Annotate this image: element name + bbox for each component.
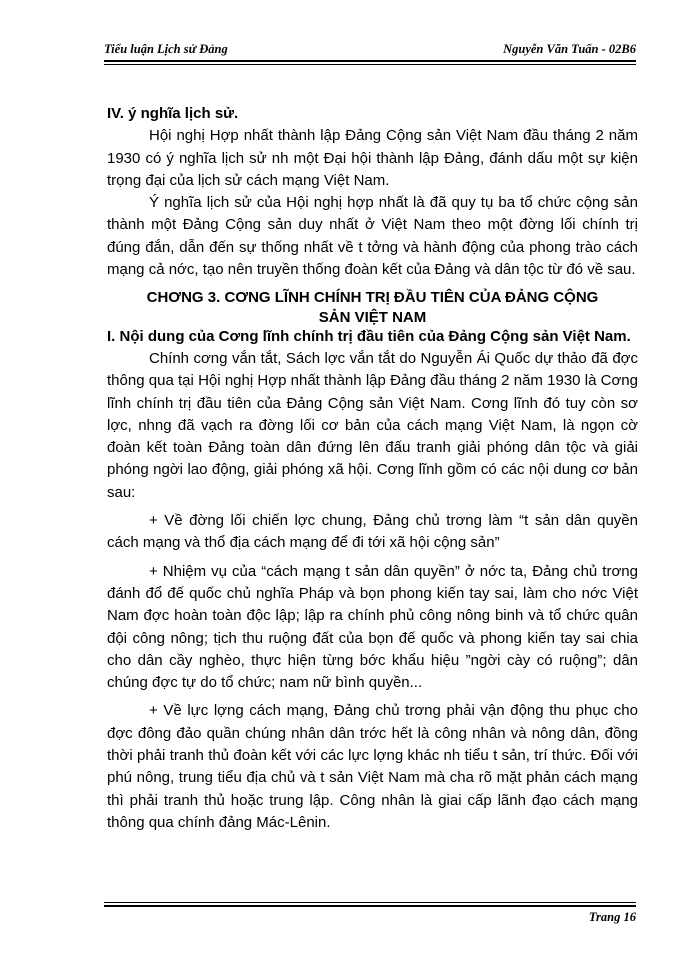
header-left-title: Tiểu luận Lịch sử Đảng [104,42,228,56]
paragraph: + Nhiệm vụ của “cách mạng t sản dân quyền” ở nớc ta, Đảng chủ trơng đánh đổ đế quốc chủ nghĩa Pháp và bọn phong kiến tay sai, làm cho nớc Việt Nam đợc hoàn toàn độc lập; lập ra chính phủ công nông binh và tổ chức quân đội công nông; tịch thu ruộng đất của bọn đế quốc và phong kiến tay sai chia cho dân cầy nghèo, thực hiện từng bớc khẩu hiệu ”ngời cày có ruộng”; dân chúng đợc tự do tổ chức; nam nữ bình quyền... [107,562,638,692]
page-body [107,103,638,834]
chapter-heading-line1: CHƠNG 3. CƠNG LĨNH CHÍNH TRỊ ĐẦU TIÊN CỦA ĐẢNG CỘNG [146,289,599,307]
chapter-heading-line2: SẢN VIỆT NAM [318,308,427,326]
section-heading-i: I. Nội dung của Cơng lĩnh chính trị đầu tiên của Đảng Cộng sản Việt Nam. [107,327,631,345]
paragraph: + Về lực lợng cách mạng, Đảng chủ trơng phải vận động thu phục cho đợc đông đảo quần chúng nhân dân trớc hết là công nhân và nông dân, đồng thời phải tranh thủ đoàn kết với các lực lợng khác nh tiểu t sản, trí thức. Đối với phú nông, trung tiểu địa chủ và t sản Việt Nam mà cha rõ mặt phản cách mạng thì phải tranh thủ hoặc trung lập. Công nhân là giai cấp lãnh đạo cách mạng thông qua chính đảng Mác-Lênin. [107,702,638,831]
footer-rule [104,902,636,907]
section-heading-iv: IV. ý nghĩa lịch sử. [107,105,239,122]
paragraph: Hội nghị Hợp nhất thành lập Đảng Cộng sản Việt Nam đầu tháng 2 năm 1930 có ý nghĩa lịch sử nh một Đại hội thành lập Đảng, đánh dấu một sự kiện trọng đại của lịch sử cách mạng Việt Nam. [107,127,638,189]
header-rule [104,60,636,65]
paragraph: Ý nghĩa lịch sử của Hội nghị hợp nhất là đã quy tụ ba tổ chức cộng sản thành một Đảng Cộng sản duy nhất ở Việt Nam theo một đờng lối chính trị đúng đắn, dẫn đến sự thống nhất về t tởng và hành động của phong trào cách mạng cả nớc, tạo nên truyền thống đoàn kết của Đảng và dân tộc từ đó về sau. [107,194,638,279]
page-number: Trang 16 [588,910,636,924]
paragraph: Chính cơng vắn tắt, Sách lợc vắn tắt do Nguyễn Ái Quốc dự thảo đã đợc thông qua tại Hội nghị Hợp nhất thành lập Đảng đầu tháng 2 năm 1930 là Cơng lĩnh chính trị đầu tiên của Đảng Cộng sản Việt Nam. Cơng lĩnh đó tuy còn sơ lợc, nhng đã vạch ra đờng lối cơ bản của cách mạng Việt Nam, là ngọn cờ đoàn kết toàn Đảng toàn dân đứng lên đấu tranh giải phóng dân tộc và giải phóng ngời lao động, giải phóng xã hội. Cơng lĩnh gồm có các nội dung cơ bản sau: [107,349,638,501]
paragraph: + Về đờng lối chiến lợc chung, Đảng chủ trơng làm “t sản dân quyền cách mạng và thổ địa cách mạng để đi tới xã hội cộng sản” [107,512,638,552]
header-right-author: Nguyễn Văn Tuấn - 02B6 [503,42,636,56]
